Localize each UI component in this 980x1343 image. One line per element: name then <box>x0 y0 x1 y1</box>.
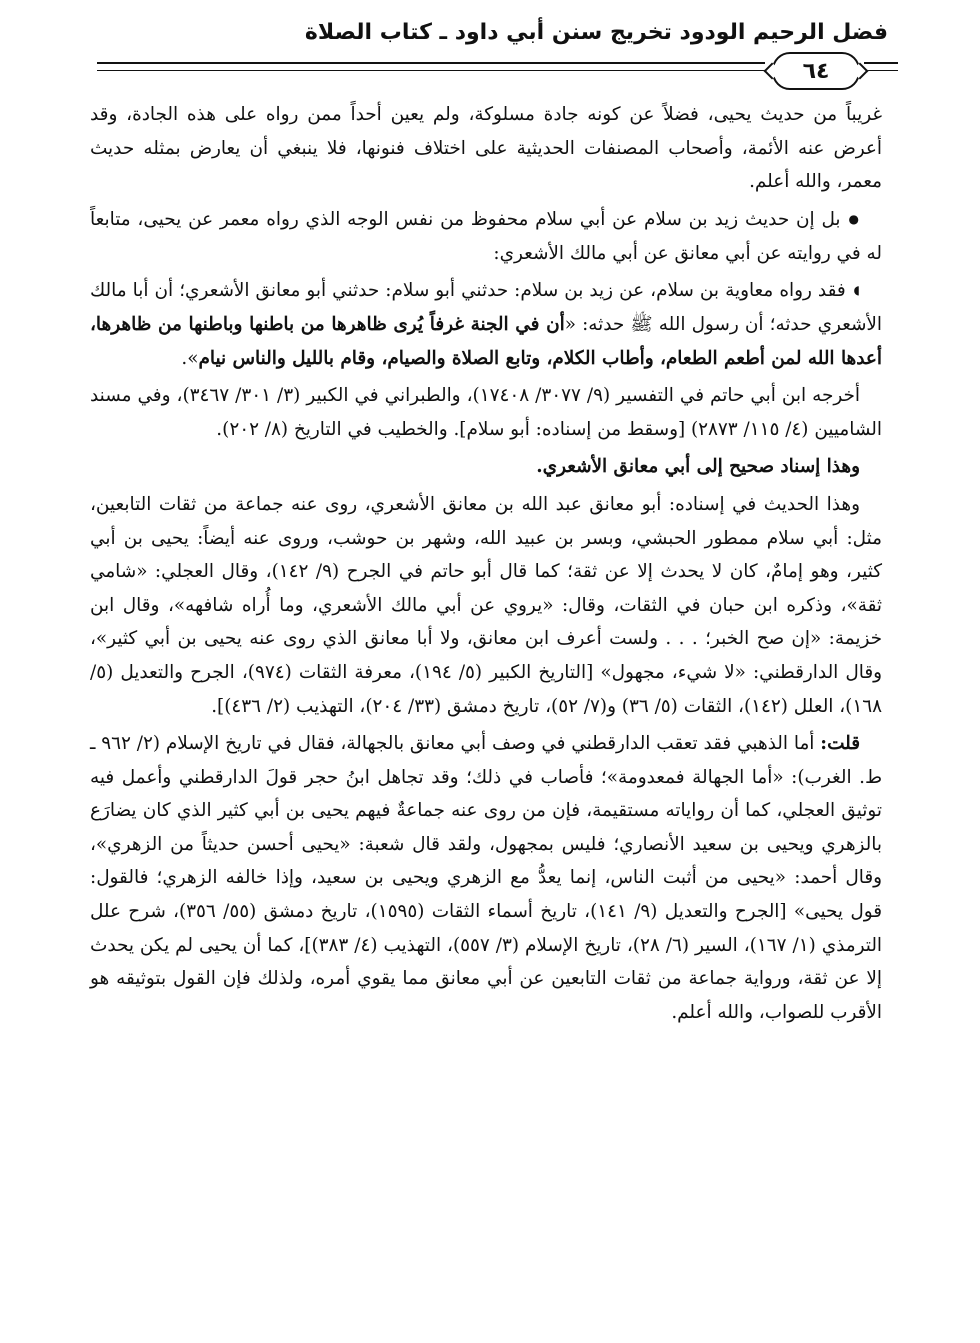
header-rule-left-lower <box>97 70 765 71</box>
paragraph-2 <box>90 203 882 270</box>
isnad-verdict: وهذا إسناد صحيح إلى أبي معانق الأشعري. <box>536 456 860 478</box>
page-number: ٦٤ <box>802 58 830 84</box>
paragraph-3 <box>90 274 882 375</box>
paragraph-6 <box>90 488 882 723</box>
paragraph-4-text: أخرجه ابن أبي حاتم في التفسير (٩/ ٣٠٧٧/ ١٧٤٠٨)، والطبراني في الكبير (٣/ ٣٠١/ ٣٤٦٧)، وفي مسند الشاميين (٤/ ١١٥/ ٢٨٧٣) [وسقط من إسناده: أبو سلام]. والخطيب في التاريخ (٨/ ٢٠٢). <box>90 385 882 440</box>
paragraph-5 <box>90 450 882 484</box>
body-text <box>90 98 882 1033</box>
hadith-marker-icon: ◖ <box>853 283 860 298</box>
paragraph-4 <box>90 379 882 446</box>
running-header-title: فضل الرحيم الودود تخريج سنن أبي داود ـ كتاب الصلاة <box>304 20 888 45</box>
paragraph-2-text: بل إن حديث زيد بن سلام عن أبي سلام محفوظ من نفس الوجه الذي رواه معمر عن يحيى، متابعاً له في روايته عن أبي معانق عن أبي مالك الأشعري: <box>90 208 882 264</box>
header-rule-left <box>97 62 765 64</box>
paragraph-7 <box>90 727 882 1029</box>
header-rule-right-lower <box>864 70 898 71</box>
paragraph-6-text: وهذا الحديث في إسناده: أبو معانق عبد الله بن معانق الأشعري، روى عنه جماعة من ثقات التابعين، مثل: أبي سلام ممطور الحبشي، وبسر بن عبيد الله، وشهر بن حوشب، وروى عنه أيضاً: يحيى بن أبي كثير، وهو إمامٌ، كان لا يحدث إلا عن ثقة؛ كما قال أبو حاتم في الجرح (٩/ ١٤٢)، وقال العجلي: «شامي ثقة»، وذكره ابن حبان في الثقات، وقال: «يروي عن أبي مالك الأشعري، وما أُراه شافهه»، وقال ابن خزيمة: «إن صح الخبر؛ . . . ولست أعرف ابن معانق، ولا أبا معانق الذي روى عنه يحيى بن أبي كثير»، وقال الدارقطني: «لا شيء، مجهول» [التاريخ الكبير (٥/ ١٩٤)، معرفة الثقات (٩٧٤)، الجرح والتعديل (٥/ ١٦٨)، العلل (١٤٢)، الثقات (٥/ ٣٦) و(٧/ ٥٢)، تاريخ دمشق (٣٣/ ٢٠٤)، التهذيب (٢/ ٤٣٦)]. <box>90 493 882 717</box>
paragraph-7-text: أما الذهبي فقد تعقب الدارقطني في وصف أبي معانق بالجهالة، فقال في تاريخ الإسلام (٢/ ٩٦٢ ـ ط. الغرب): «أما الجهالة فمعدومة»؛ فأصاب في ذلك؛ وقد تجاهل ابنُ حجر قولَ الدارقطني وأعمل فيه توثيق العجلي، كما أن رواياته مستقيمة، فإن من روى عنه جماعةٌ فيهم يحيى بن أبي كثير الذي كان يضارَع بالزهري ويحيى بن سعيد الأنصاري؛ فليس بمجهول، ولقد قال شعبة: «يحيى أحسن حديثاً من الزهري»، وقال أحمد: «يحيى من أثبت الناس، إنما يعدُّ مع الزهري ويحيى بن سعيد، وإذا خالفه الزهري؛ فالقول: قول يحيى» [الجرح والتعديل (٩/ ١٤١)، تاريخ أسماء الثقات (١٥٩٥)، تاريخ دمشق (٥٥/ ٣٥٦)، شرح علل الترمذي (١/ ١٦٧)، السير (٦/ ٢٨)، تاريخ الإسلام (٣/ ٥٥٧)، التهذيب (٤/ ٣٨٣)]، كما أن يحيى لم يكن يحدث إلا عن ثقة، ورواية جماعة من ثقات التابعين عن أبي معانق مما يقوي أمره، ولذلك فإن القول بتوثيقه هو الأقرب للصواب، والله أعلم. <box>90 733 883 1023</box>
paragraph-7-lead: قلت: <box>820 733 861 755</box>
hadith-text: أن في الجنة غرفاً يُرى ظاهرها من باطنها وباطنها من ظاهرها، أعدها الله لمن أطعم الطعام، وأطاب الكلام، وتابع الصلاة والصيام، وقام بالليل والناس نيام <box>90 313 882 369</box>
paragraph-1-text: غريباً من حديث يحيى، فضلاً عن كونه جادة مسلوكة، ولم يعين أحداً ممن رواه على هذه الجادة، وقد أعرض عنه الأئمة، وأصحاب المصنفات الحديثية على اختلاف فنونها، فلا ينبغي أن يعارض بمثله حديث معمر، والله أعلم. <box>90 104 882 193</box>
paragraph-1 <box>90 98 882 199</box>
paragraph-3-text-after: ». <box>181 347 199 369</box>
paragraph-3-text-before: فقد رواه معاوية بن سلام، عن زيد بن سلام: حدثني أبو سلام: حدثني أبو معانق الأشعري؛ أن أبا مالك الأشعري حدثه؛ أن رسول الله ﷺ حدثه: « <box>90 280 883 335</box>
bullet-icon: ● <box>848 211 860 226</box>
header-rule-right <box>864 62 898 64</box>
page-number-badge <box>772 52 860 90</box>
